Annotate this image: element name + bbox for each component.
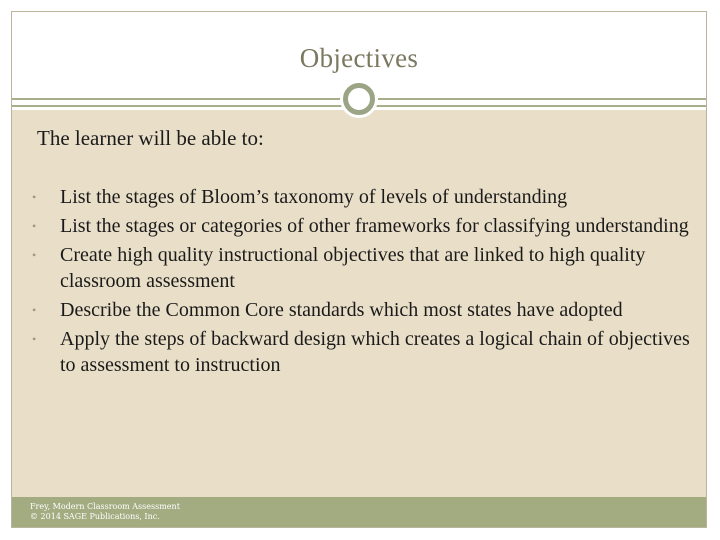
objective-text: List the stages or categories of other frameworks for classifying understanding — [60, 215, 689, 237]
footer-line-1: Frey, Modern Classroom Assessment — [30, 502, 180, 511]
objectives-list — [30, 184, 702, 381]
list-item — [30, 297, 702, 323]
bullet-icon: • — [32, 248, 37, 262]
slide-title: Objectives — [299, 43, 419, 73]
bullet-icon: • — [32, 219, 37, 233]
list-item — [30, 213, 702, 239]
objective-text: Describe the Common Core standards which most states have adopted — [60, 299, 623, 321]
list-item — [30, 242, 702, 294]
list-item — [30, 184, 702, 210]
bullet-icon: • — [32, 190, 37, 204]
list-item — [30, 326, 702, 378]
intro-text: The learner will be able to: — [37, 126, 264, 150]
footer-citation — [30, 502, 180, 522]
bullet-icon: • — [32, 303, 37, 317]
footer-line-2: © 2014 SAGE Publications, Inc. — [30, 512, 160, 521]
objective-text: List the stages of Bloom’s taxonomy of levels of understanding — [60, 186, 568, 208]
circle-ornament-icon — [343, 83, 375, 115]
objective-text: Create high quality instructional objectives that are linked to high quality classroom assessment — [60, 244, 646, 292]
bullet-icon: • — [32, 332, 37, 346]
objective-text: Apply the steps of backward design which creates a logical chain of objectives to assessment to instruction — [60, 328, 690, 376]
